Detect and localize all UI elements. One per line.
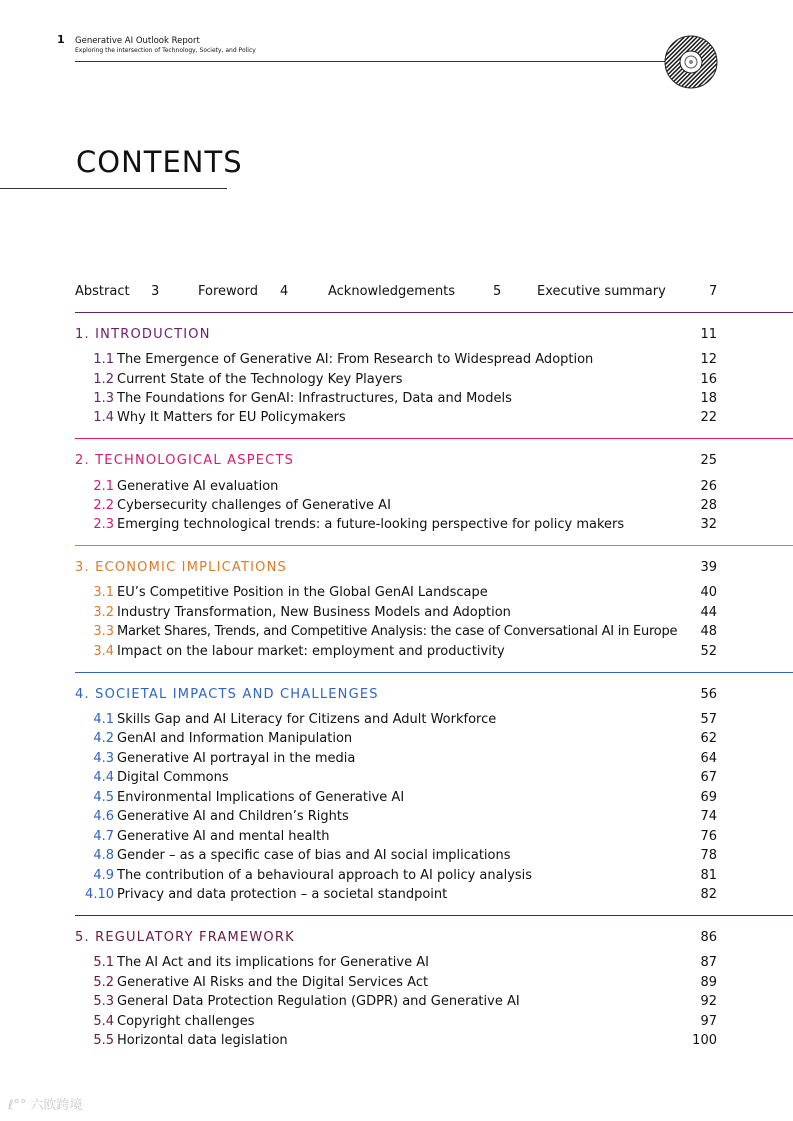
entry-page: 81 xyxy=(700,868,717,883)
entry-number: 3.4 xyxy=(93,644,114,659)
entry-title: The Foundations for GenAI: Infrastructures, Data and Models xyxy=(117,391,512,406)
entry-page: 69 xyxy=(700,790,717,805)
entry-number: 3.1 xyxy=(93,585,114,600)
toc-entry[interactable] xyxy=(0,372,717,390)
toc-entry[interactable] xyxy=(0,868,717,886)
entry-number: 3.3 xyxy=(93,624,114,639)
toc-entry[interactable] xyxy=(0,644,717,662)
section-title[interactable]: 1. INTRODUCTION xyxy=(75,327,211,342)
entry-title: EU’s Competitive Position in the Global GenAI Landscape xyxy=(117,585,488,600)
entry-number: 5.5 xyxy=(93,1033,114,1048)
entry-title: Why It Matters for EU Policymakers xyxy=(117,410,346,425)
entry-page: 26 xyxy=(700,479,717,494)
watermark xyxy=(8,1094,83,1113)
report-subtitle: Exploring the intersection of Technology, Society, and Policy xyxy=(75,47,256,54)
toc-entry[interactable] xyxy=(0,751,717,769)
entry-number: 4.2 xyxy=(93,731,114,746)
entry-title: Environmental Implications of Generative AI xyxy=(117,790,405,805)
toc-entry[interactable] xyxy=(0,1014,717,1032)
section-divider xyxy=(75,312,793,313)
entry-page: 48 xyxy=(700,624,717,639)
circular-emblem-icon xyxy=(664,35,718,89)
page-number: 1 xyxy=(57,33,65,46)
entry-number: 4.5 xyxy=(93,790,114,805)
entry-number: 4.10 xyxy=(85,887,114,902)
toc-entry[interactable] xyxy=(0,712,717,730)
entry-page: 12 xyxy=(700,352,717,367)
toc-link-abstract[interactable]: Abstract xyxy=(75,284,130,299)
entry-number: 1.1 xyxy=(93,352,114,367)
entry-title: Generative AI portrayal in the media xyxy=(117,751,356,766)
entry-title: Generative AI Risks and the Digital Services Act xyxy=(117,975,429,990)
entry-title: Generative AI and mental health xyxy=(117,829,330,844)
entry-page: 18 xyxy=(700,391,717,406)
entry-number: 1.3 xyxy=(93,391,114,406)
entry-page: 92 xyxy=(700,994,717,1009)
toc-entry[interactable] xyxy=(0,790,717,808)
entry-number: 5.2 xyxy=(93,975,114,990)
entry-page: 32 xyxy=(700,517,717,532)
toc-entry[interactable] xyxy=(0,770,717,788)
toc-entry[interactable] xyxy=(0,517,717,535)
toc-entry[interactable] xyxy=(0,352,717,370)
toc-entry[interactable] xyxy=(0,498,717,516)
entry-title: The contribution of a behavioural approach to AI policy analysis xyxy=(117,868,533,883)
toc-entry[interactable] xyxy=(0,585,717,603)
entry-number: 3.2 xyxy=(93,605,114,620)
entry-number: 4.8 xyxy=(93,848,114,863)
entry-page: 52 xyxy=(700,644,717,659)
toc-entry[interactable] xyxy=(0,410,717,428)
section-title[interactable]: 5. REGULATORY FRAMEWORK xyxy=(75,930,295,945)
watermark-logo-icon: ℓ°° xyxy=(8,1098,27,1113)
section-title[interactable]: 3. ECONOMIC IMPLICATIONS xyxy=(75,560,287,575)
toc-entry[interactable] xyxy=(0,955,717,973)
toc-link-acknowledgements[interactable]: Acknowledgements xyxy=(328,284,456,299)
toc-entry[interactable] xyxy=(0,391,717,409)
section-page: 39 xyxy=(700,560,717,575)
toc-entry[interactable] xyxy=(0,829,717,847)
entry-page: 82 xyxy=(700,887,717,902)
entry-title: Generative AI evaluation xyxy=(117,479,279,494)
page-ref: 3 xyxy=(151,284,160,299)
entry-title: Market Shares, Trends, and Competitive Analysis: the case of Conversational AI in Europe xyxy=(117,624,678,639)
toc-entry[interactable] xyxy=(0,624,717,642)
entry-page: 16 xyxy=(700,372,717,387)
page-title: CONTENTS xyxy=(76,145,243,179)
entry-number: 2.1 xyxy=(93,479,114,494)
toc-entry[interactable] xyxy=(0,731,717,749)
entry-number: 5.4 xyxy=(93,1014,114,1029)
header-divider xyxy=(75,61,667,62)
entry-page: 97 xyxy=(700,1014,717,1029)
section-page: 56 xyxy=(700,687,717,702)
section-divider xyxy=(75,672,793,673)
page-ref: 4 xyxy=(280,284,289,299)
toc-entry[interactable] xyxy=(0,605,717,623)
section-title[interactable]: 2. TECHNOLOGICAL ASPECTS xyxy=(75,453,295,468)
entry-page: 78 xyxy=(700,848,717,863)
entry-page: 76 xyxy=(700,829,717,844)
page-ref: 7 xyxy=(709,284,718,299)
entry-page: 22 xyxy=(700,410,717,425)
section-divider xyxy=(75,545,793,546)
section-divider xyxy=(75,438,793,439)
entry-page: 62 xyxy=(700,731,717,746)
entry-title: Generative AI and Children’s Rights xyxy=(117,809,349,824)
entry-page: 40 xyxy=(700,585,717,600)
entry-title: Horizontal data legislation xyxy=(117,1033,288,1048)
entry-page: 67 xyxy=(700,770,717,785)
toc-entry[interactable] xyxy=(0,809,717,827)
entry-title: The Emergence of Generative AI: From Research to Widespread Adoption xyxy=(117,352,594,367)
entry-page: 100 xyxy=(692,1033,717,1048)
toc-entry[interactable] xyxy=(0,887,717,905)
entry-title: Digital Commons xyxy=(117,770,229,785)
title-underline xyxy=(0,188,227,189)
toc-entry[interactable] xyxy=(0,994,717,1012)
entry-page: 28 xyxy=(700,498,717,513)
entry-title: Copyright challenges xyxy=(117,1014,255,1029)
entry-page: 89 xyxy=(700,975,717,990)
entry-title: Gender – as a specific case of bias and AI social implications xyxy=(117,848,511,863)
entry-number: 4.3 xyxy=(93,751,114,766)
section-page: 25 xyxy=(700,453,717,468)
entry-page: 74 xyxy=(700,809,717,824)
entry-title: Cybersecurity challenges of Generative AI xyxy=(117,498,391,513)
entry-page: 57 xyxy=(700,712,717,727)
page-ref: 5 xyxy=(493,284,502,299)
entry-page: 44 xyxy=(700,605,717,620)
entry-number: 2.2 xyxy=(93,498,114,513)
entry-title: Skills Gap and AI Literacy for Citizens and Adult Workforce xyxy=(117,712,497,727)
report-title: Generative AI Outlook Report xyxy=(75,36,200,46)
toc-link-executive-summary[interactable]: Executive summary xyxy=(537,284,666,299)
entry-title: Privacy and data protection – a societal standpoint xyxy=(117,887,448,902)
entry-number: 4.7 xyxy=(93,829,114,844)
toc-link-foreword[interactable]: Foreword xyxy=(198,284,258,299)
section-divider xyxy=(75,915,793,916)
section-title[interactable]: 4. SOCIETAL IMPACTS AND CHALLENGES xyxy=(75,687,379,702)
entry-title: Industry Transformation, New Business Models and Adoption xyxy=(117,605,511,620)
entry-title: Impact on the labour market: employment and productivity xyxy=(117,644,505,659)
toc-entry[interactable] xyxy=(0,1033,717,1051)
entry-title: The AI Act and its implications for Generative AI xyxy=(117,955,429,970)
entry-number: 1.4 xyxy=(93,410,114,425)
entry-title: General Data Protection Regulation (GDPR) and Generative AI xyxy=(117,994,520,1009)
entry-number: 5.1 xyxy=(93,955,114,970)
entry-number: 4.6 xyxy=(93,809,114,824)
entry-title: GenAI and Information Manipulation xyxy=(117,731,353,746)
entry-title: Current State of the Technology Key Players xyxy=(117,372,403,387)
toc-entry[interactable] xyxy=(0,848,717,866)
watermark-text: 六欧跨境 xyxy=(30,1098,83,1113)
toc-entry[interactable] xyxy=(0,479,717,497)
entry-number: 2.3 xyxy=(93,517,114,532)
entry-page: 87 xyxy=(700,955,717,970)
entry-page: 64 xyxy=(700,751,717,766)
section-page: 11 xyxy=(700,327,717,342)
entry-title: Emerging technological trends: a future-looking perspective for policy makers xyxy=(117,517,625,532)
entry-number: 4.4 xyxy=(93,770,114,785)
toc-entry[interactable] xyxy=(0,975,717,993)
entry-number: 4.1 xyxy=(93,712,114,727)
entry-number: 5.3 xyxy=(93,994,114,1009)
section-page: 86 xyxy=(700,930,717,945)
entry-number: 4.9 xyxy=(93,868,114,883)
entry-number: 1.2 xyxy=(93,372,114,387)
